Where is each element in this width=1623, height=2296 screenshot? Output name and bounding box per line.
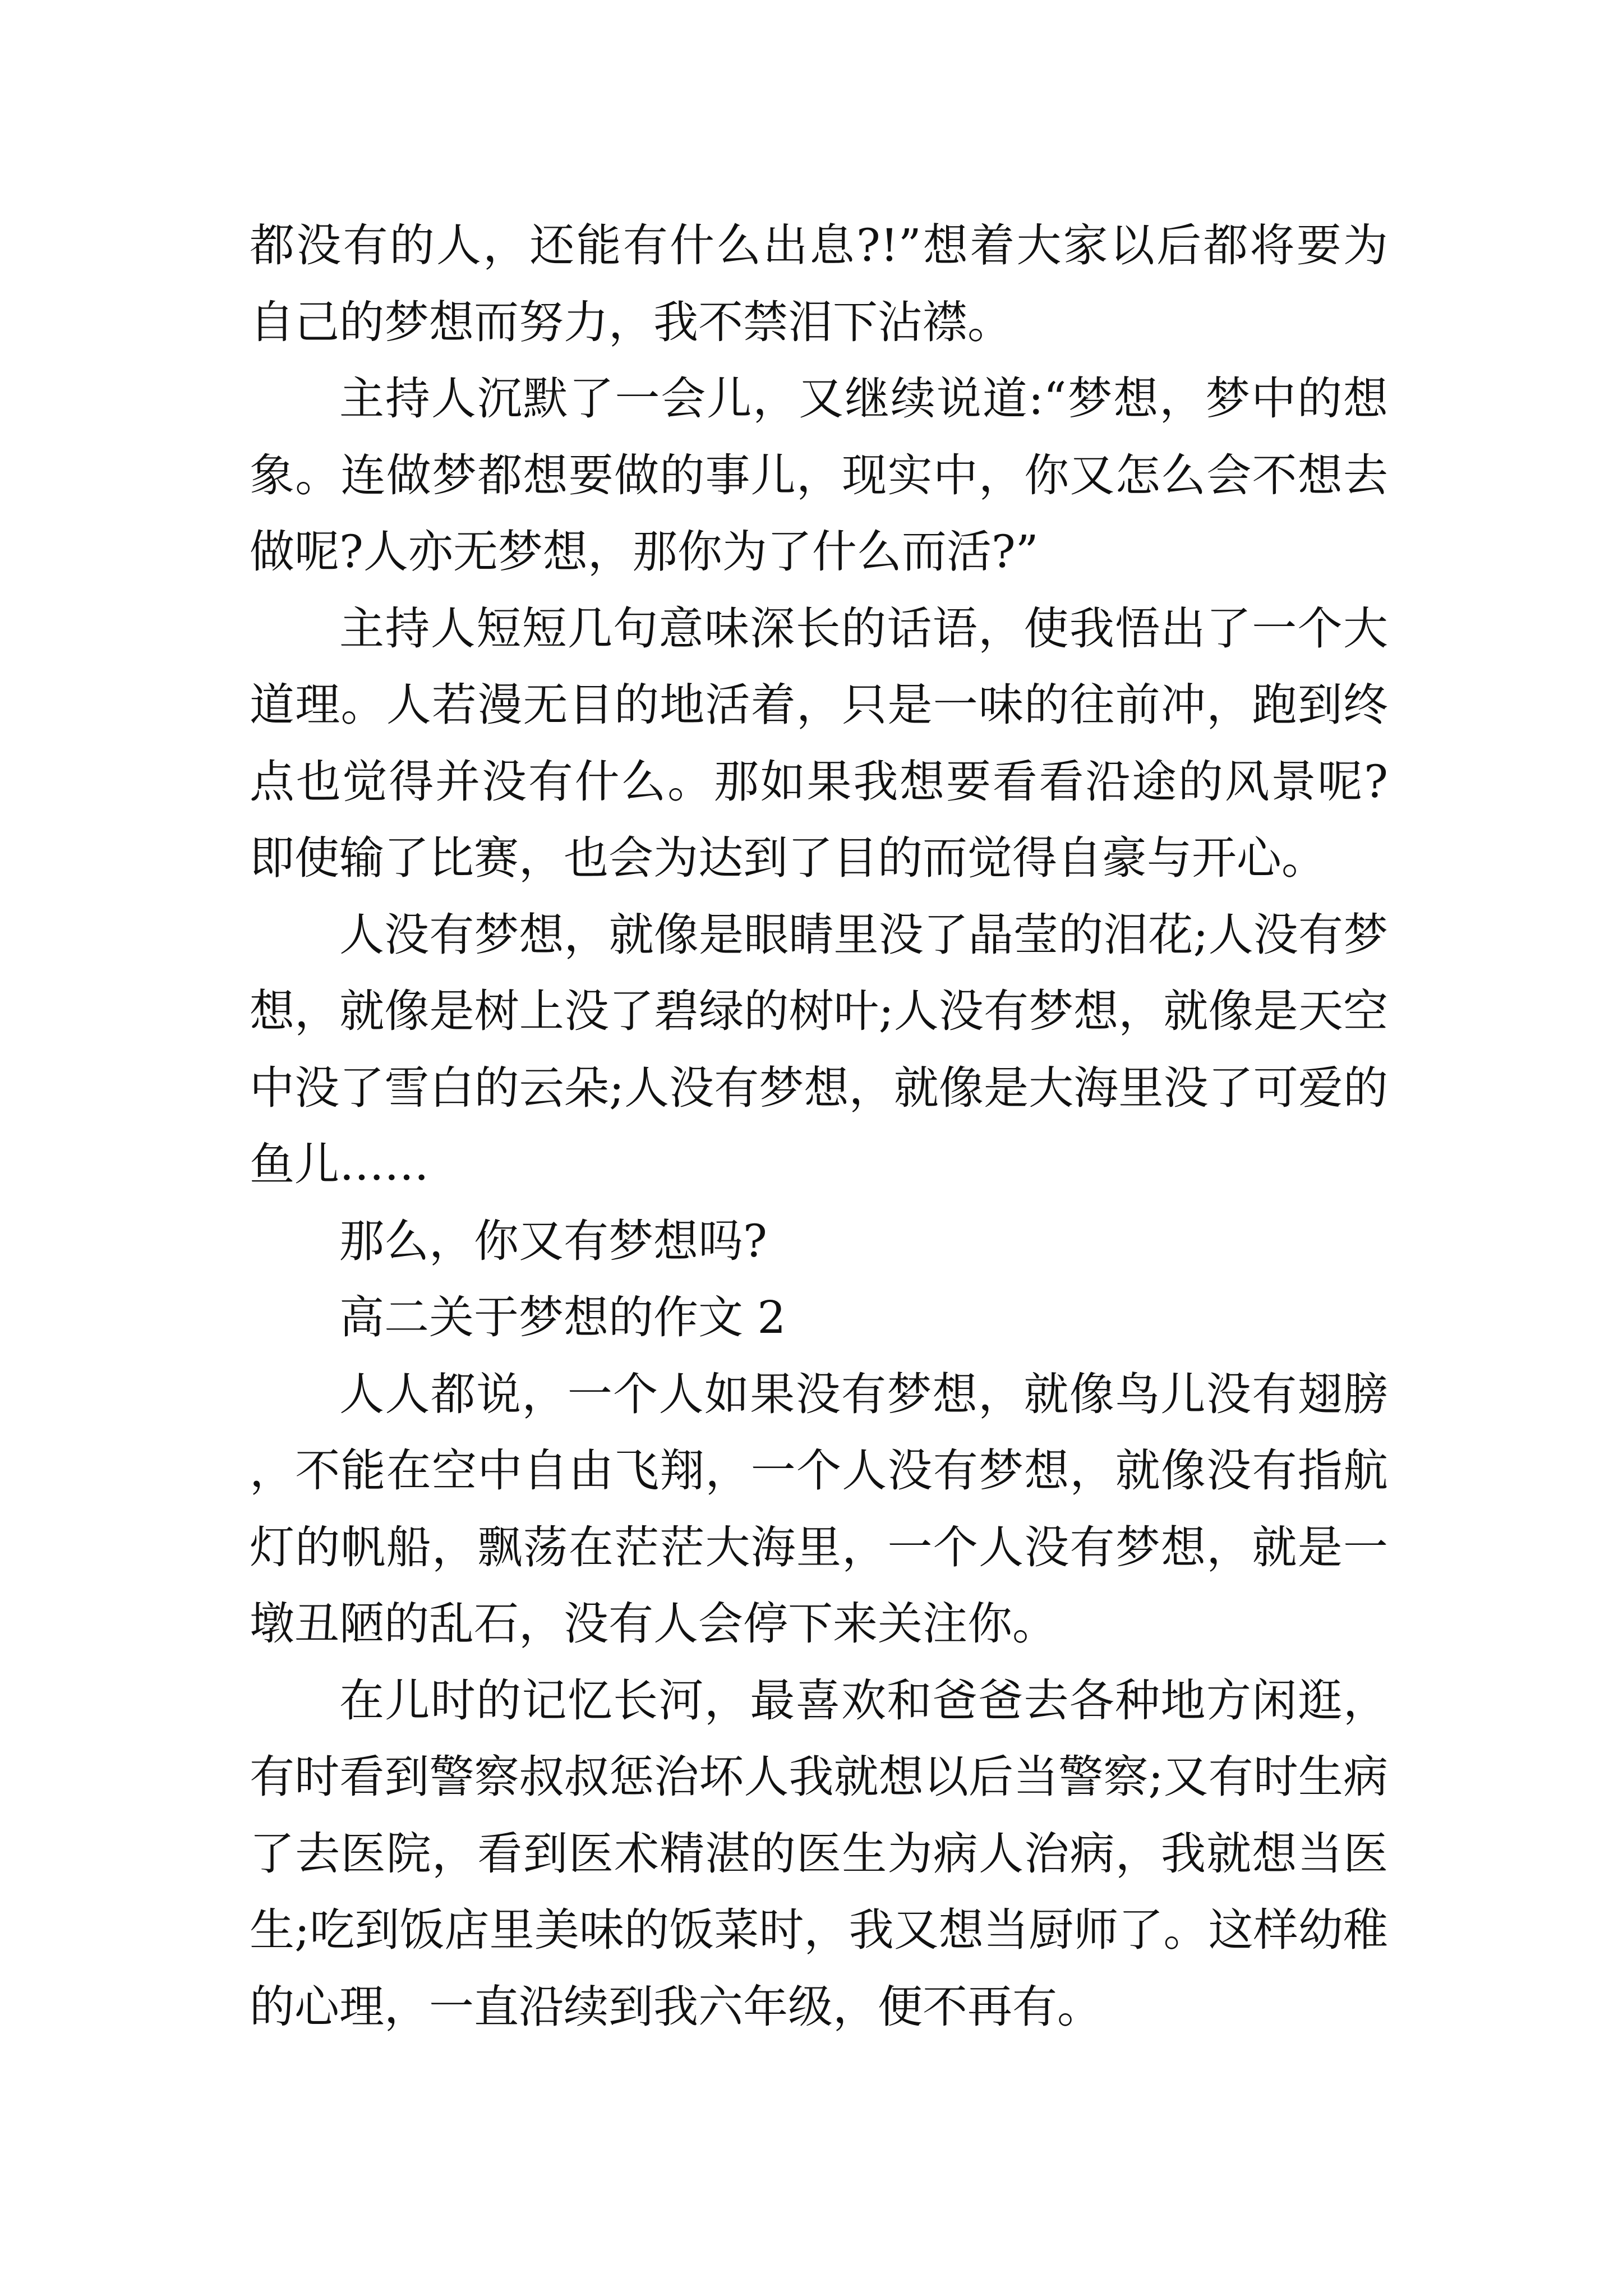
paragraph-4: 人没有梦想，就像是眼睛里没了晶莹的泪花;人没有梦想，就像是树上没了碧绿的树叶;人没有梦想，就像是天空中没了雪白的云朵;人没有梦想，就像是大海里没了可爱的鱼儿…… [250, 908, 1388, 1190]
paragraph-3: 主持人短短几句意味深长的话语，使我悟出了一个大道理。人若漫无目的地活着，只是一味的往前冲，跑到终点也觉得并没有什么。那如果我想要看看沿途的风景呢?即使输了比赛，也会为达到了目的而觉得自豪与开心。 [250, 602, 1388, 884]
paragraph-7: 人人都说，一个人如果没有梦想，就像鸟儿没有翅膀，不能在空中自由飞翔，一个人没有梦想，就像没有指航灯的帆船，飘荡在茫茫大海里，一个人没有梦想，就是一墩丑陋的乱石，没有人会停下来关注你。 [250, 1368, 1388, 1650]
paragraph-5: 那么，你又有梦想吗? [339, 1214, 767, 1267]
document-body [250, 208, 1388, 2045]
paragraph-2: 主持人沉默了一会儿，又继续说道:“梦想，梦中的想象。连做梦都想要做的事儿，现实中，你又怎么会不想去做呢?人亦无梦想，那你为了什么而活?” [250, 372, 1388, 578]
paragraph-8: 在儿时的记忆长河，最喜欢和爸爸去各种地方闲逛，有时看到警察叔叔惩治坏人我就想以后当警察;又有时生病了去医院，看到医术精湛的医生为病人治病，我就想当医生;吃到饭店里美味的饭菜时，我又想当厨师了。这样幼稚的心理，一直沿续到我六年级，便不再有。 [250, 1674, 1388, 2033]
paragraph-1: 都没有的人，还能有什么出息?!”想着大家以后都将要为自己的梦想而努力，我不禁泪下沾襟。 [250, 219, 1388, 348]
section-heading: 高二关于梦想的作文 2 [339, 1291, 786, 1343]
